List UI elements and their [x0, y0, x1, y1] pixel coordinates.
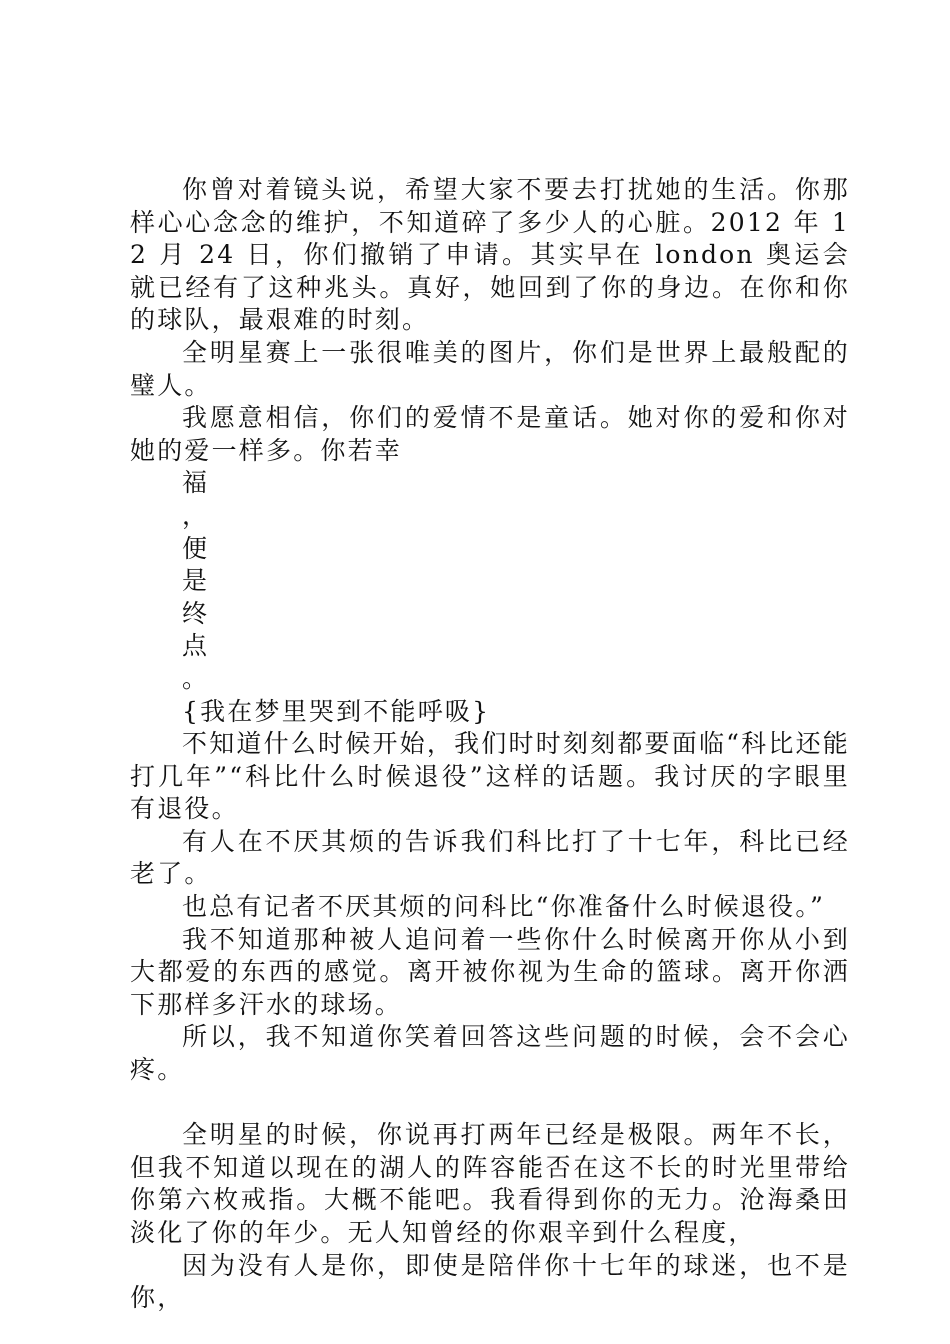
section-heading: {我在梦里哭到不能呼吸} — [182, 696, 491, 726]
vertical-char: ， — [182, 500, 210, 530]
paragraph: 有人在不厌其烦的告诉我们科比打了十七年，科比已经老了。 — [130, 826, 850, 889]
paragraph: 全明星的时候，你说再打两年已经是极限。两年不长，但我不知道以现在的湖人的阵容能否在这不长的时光里带给你第六枚戒指。大概不能吧。我看得到你的无力。沧海桑田淡化了你的年少。无人知曾经的你艰辛到什么程度， — [130, 1120, 850, 1247]
vertical-char: 福 — [182, 468, 210, 498]
document-body — [130, 174, 850, 1315]
paragraph: 也总有记者不厌其烦的问科比“你准备什么时候退役。” — [182, 892, 826, 922]
vertical-char: 是 — [182, 566, 210, 596]
paragraph: 因为没有人是你，即使是陪伴你十七年的球迷，也不是你， — [130, 1250, 850, 1313]
vertical-char: 终 — [182, 598, 210, 628]
paragraph: 所以，我不知道你笑着回答这些问题的时候，会不会心疼。 — [130, 1022, 850, 1085]
vertical-char: 。 — [182, 663, 210, 693]
paragraph: 我愿意相信，你们的爱情不是童话。她对你的爱和你对她的爱一样多。你若幸 — [130, 403, 850, 465]
paragraph: 我不知道那种被人追问着一些你什么时候离开你从小到大都爱的东西的感觉。离开被你视为生命的篮球。离开你洒下那样多汗水的球场。 — [130, 924, 850, 1019]
blank-line — [130, 1087, 850, 1120]
paragraph: 你曾对着镜头说，希望大家不要去打扰她的生活。你那样心心念念的维护，不知道碎了多少人的心脏。2012 年 12 月 24 日，你们撤销了申请。其实早在 london 奥运会就已经有了这种兆头。真好，她回到了你的身边。在你和你的球队，最艰难的时刻。 — [130, 175, 850, 335]
paragraph: 不知道什么时候开始，我们时时刻刻都要面临“科比还能打几年”“科比什么时候退役”这样的话题。我讨厌的字眼里有退役。 — [130, 729, 850, 824]
paragraph: 全明星赛上一张很唯美的图片，你们是世界上最般配的璧人。 — [130, 337, 850, 400]
vertical-char: 点 — [182, 631, 210, 661]
vertical-char: 便 — [182, 533, 210, 563]
